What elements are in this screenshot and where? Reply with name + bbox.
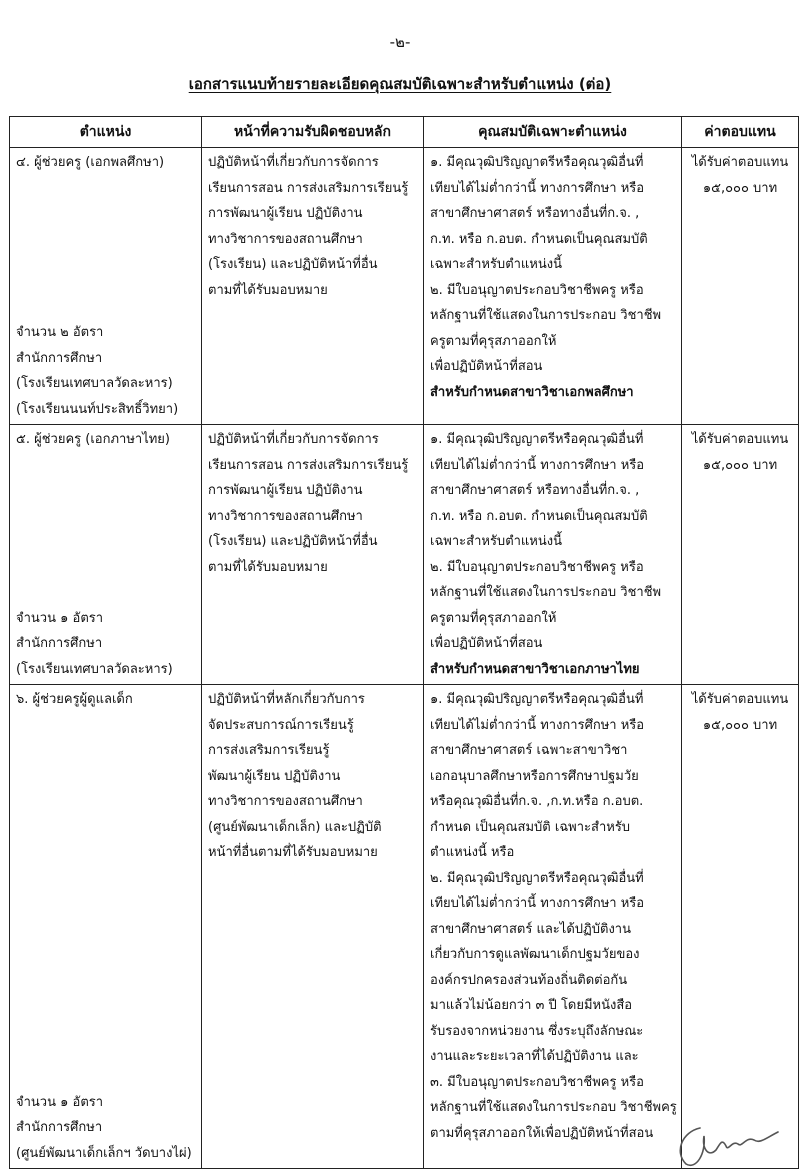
- position-count-line: (โรงเรียนเทศบาลวัดละหาร): [16, 661, 173, 677]
- qualification-line: เทียบได้ไม่ต่ำกว่านี้ ทางการศึกษา หรือ: [430, 180, 645, 196]
- header-qualifications: คุณสมบัติเฉพาะตำแหน่ง: [424, 117, 682, 148]
- qualification-line: สาขาศึกษาศาสตร์ หรือทางอื่นที่ก.จ. ,: [430, 483, 640, 498]
- qualification-line: เฉพาะสำหรับตำแหน่งนี้: [430, 257, 562, 272]
- compensation-line: ได้รับค่าตอบแทน: [691, 155, 789, 170]
- duty-line: ปฏิบัติหน้าที่เกี่ยวกับการจัดการ: [208, 432, 379, 447]
- qualification-line: เทียบได้ไม่ต่ำกว่านี้ ทางการศึกษา หรือ: [430, 717, 645, 733]
- qualification-line: หลักฐานที่ใช้แสดงในการประกอบ วิชาชีพ: [430, 308, 662, 323]
- table-row: [10, 685, 799, 1169]
- duty-line: ตามที่ได้รับมอบหมาย: [208, 559, 328, 575]
- qualification-line: กำหนด เป็นคุณสมบัติ เฉพาะสำหรับ: [430, 819, 631, 835]
- position-title: ๖. ผู้ช่วยครูผู้ดูแลเด็ก: [16, 692, 133, 707]
- qualification-line: ๑. มีคุณวุฒิปริญญาตรีหรือคุณวุฒิอื่นที่: [430, 155, 644, 170]
- qualification-line: สาขาศึกษาศาสตร์ หรือทางอื่นที่ก.จ. ,: [430, 206, 640, 221]
- position-count-line: สำนักการศึกษา: [16, 1120, 103, 1135]
- header-duties: หน้าที่ความรับผิดชอบหลัก: [202, 117, 424, 148]
- qualification-line: ก.ท. หรือ ก.อบต. กำหนดเป็นคุณสมบัติ: [430, 231, 648, 247]
- position-count-line: สำนักการศึกษา: [16, 636, 103, 651]
- qualification-line: ตำแหน่งนี้ หรือ: [430, 845, 515, 860]
- duty-line: (ศูนย์พัฒนาเด็กเล็ก) และปฏิบัติ: [208, 819, 382, 835]
- position-count-line: จำนวน ๑ อัตรา: [16, 1094, 104, 1110]
- duties-cell: [202, 685, 424, 1169]
- qualification-line: เพื่อปฏิบัติหน้าที่สอน: [430, 359, 543, 374]
- position-count-line: (โรงเรียนนนท์ประสิทธิ์วิทยา): [16, 401, 179, 417]
- qualification-line: เพื่อปฏิบัติหน้าที่สอน: [430, 636, 543, 651]
- signature-icon: [662, 1118, 782, 1170]
- qualification-line: ๓. มีใบอนุญาตประกอบวิชาชีพครู หรือ: [430, 1074, 644, 1090]
- position-title: ๕. ผู้ช่วยครู (เอกภาษาไทย): [16, 432, 171, 447]
- compensation-line: ๑๕,๐๐๐ บาท: [702, 717, 778, 733]
- duties-cell: [202, 425, 424, 685]
- position-count-line: จำนวน ๒ อัตรา: [16, 325, 104, 340]
- duty-line: หน้าที่อื่นตามที่ได้รับมอบหมาย: [208, 845, 378, 860]
- subject-major-line: สำหรับกำหนดสาขาวิชาเอกพลศึกษา: [430, 384, 634, 400]
- position-count: [16, 320, 178, 422]
- duty-line: ปฏิบัติหน้าที่เกี่ยวกับการจัดการ: [208, 155, 379, 170]
- duty-line: ทางวิชาการของสถานศึกษา: [208, 231, 363, 247]
- compensation-cell: [682, 148, 799, 425]
- duty-line: พัฒนาผู้เรียน ปฏิบัติงาน: [208, 768, 341, 784]
- duty-line: เรียนการสอน การส่งเสริมการเรียนรู้: [208, 457, 409, 473]
- compensation-line: ได้รับค่าตอบแทน: [691, 432, 789, 447]
- position-cell: [10, 425, 202, 685]
- qualifications-cell: [424, 425, 682, 685]
- header-compensation: ค่าตอบแทน: [682, 117, 799, 148]
- qualification-line: สาขาศึกษาศาสตร์ และได้ปฏิบัติงาน: [430, 921, 631, 937]
- compensation-cell: [682, 685, 799, 1169]
- position-count-line: (โรงเรียนเทศบาลวัดละหาร): [16, 376, 173, 391]
- qualification-line: องค์กรปกครองส่วนท้องถิ่นติดต่อกัน: [430, 972, 628, 988]
- position-cell: [10, 685, 202, 1169]
- duty-line: (โรงเรียน) และปฏิบัติหน้าที่อื่น: [208, 257, 378, 272]
- qualification-line: ๑. มีคุณวุฒิปริญญาตรีหรือคุณวุฒิอื่นที่: [430, 432, 644, 447]
- duty-line: เรียนการสอน การส่งเสริมการเรียนรู้: [208, 180, 409, 196]
- qualification-line: ๒. มีคุณวุฒิปริญญาตรีหรือคุณวุฒิอื่นที่: [430, 870, 644, 886]
- qualification-line: หลักฐานที่ใช้แสดงในการประกอบ วิชาชีพครู: [430, 1100, 677, 1115]
- duty-line: การส่งเสริมการเรียนรู้: [208, 743, 330, 758]
- position-count-line: (ศูนย์พัฒนาเด็กเล็กฯ วัดบางไผ่): [16, 1145, 192, 1161]
- qualification-line: ๒. มีใบอนุญาตประกอบวิชาชีพครู หรือ: [430, 282, 644, 298]
- duty-line: การพัฒนาผู้เรียน ปฏิบัติงาน: [208, 483, 363, 498]
- header-position: ตำแหน่ง: [10, 117, 202, 148]
- qualification-line: หรือคุณวุฒิอื่นที่ก.จ. ,ก.ท.หรือ ก.อบต.: [430, 794, 644, 809]
- compensation-cell: [682, 425, 799, 685]
- qualification-line: ๑. มีคุณวุฒิปริญญาตรีหรือคุณวุฒิอื่นที่: [430, 692, 644, 707]
- qualification-line: เกี่ยวกับการดูแลพัฒนาเด็กปฐมวัยของ: [430, 947, 640, 962]
- qualification-line: รับรองจากหน่วยงาน ซึ่งระบุถึงลักษณะ: [430, 1023, 644, 1039]
- position-count: [16, 1090, 192, 1167]
- document-title: เอกสารแนบท้ายรายละเอียดคุณสมบัติเฉพาะสำหรับตำแหน่ง (ต่อ): [188, 75, 612, 93]
- compensation-line: ๑๕,๐๐๐ บาท: [702, 180, 778, 196]
- table-row: [10, 148, 799, 425]
- duty-line: จัดประสบการณ์การเรียนรู้: [208, 717, 354, 733]
- duty-line: (โรงเรียน) และปฏิบัติหน้าที่อื่น: [208, 534, 378, 549]
- position-title: ๔. ผู้ช่วยครู (เอกพลศึกษา): [16, 155, 165, 170]
- position-count-line: จำนวน ๑ อัตรา: [16, 610, 104, 626]
- qualification-line: งานและระยะเวลาที่ได้ปฏิบัติงาน และ: [430, 1049, 639, 1064]
- table-header-row: [10, 117, 799, 148]
- qualification-line: เอกอนุบาลศึกษาหรือการศึกษาปฐมวัย: [430, 768, 639, 784]
- qualification-line: หลักฐานที่ใช้แสดงในการประกอบ วิชาชีพ: [430, 585, 662, 600]
- qualification-line: มาแล้วไม่น้อยกว่า ๓ ปี โดยมีหนังสือ: [430, 998, 633, 1013]
- duties-cell: [202, 148, 424, 425]
- duty-line: การพัฒนาผู้เรียน ปฏิบัติงาน: [208, 206, 363, 221]
- qualification-line: ตามที่คุรุสภาออกให้เพื่อปฏิบัติหน้าที่สอน: [430, 1125, 654, 1141]
- qualifications-cell: [424, 685, 682, 1169]
- position-count: [16, 606, 173, 683]
- qualification-line: เทียบได้ไม่ต่ำกว่านี้ ทางการศึกษา หรือ: [430, 896, 645, 911]
- table-row: [10, 425, 799, 685]
- position-count-line: สำนักการศึกษา: [16, 350, 103, 366]
- position-cell: [10, 148, 202, 425]
- qualification-line: สาขาศึกษาศาสตร์ เฉพาะสาขาวิชา: [430, 743, 628, 758]
- qualification-line: ก.ท. หรือ ก.อบต. กำหนดเป็นคุณสมบัติ: [430, 508, 648, 524]
- duty-line: ทางวิชาการของสถานศึกษา: [208, 508, 363, 524]
- qualification-line: ๒. มีใบอนุญาตประกอบวิชาชีพครู หรือ: [430, 559, 644, 575]
- compensation-line: ๑๕,๐๐๐ บาท: [702, 457, 778, 473]
- page-number: -๒-: [389, 33, 411, 51]
- subject-major-line: สำหรับกำหนดสาขาวิชาเอกภาษาไทย: [430, 661, 640, 677]
- qualification-line: ครูตามที่คุรุสภาออกให้: [430, 610, 557, 626]
- qualification-line: เทียบได้ไม่ต่ำกว่านี้ ทางการศึกษา หรือ: [430, 457, 645, 473]
- duty-line: ตามที่ได้รับมอบหมาย: [208, 282, 328, 298]
- qualification-line: เฉพาะสำหรับตำแหน่งนี้: [430, 534, 562, 549]
- qualification-line: ครูตามที่คุรุสภาออกให้: [430, 333, 557, 349]
- compensation-line: ได้รับค่าตอบแทน: [691, 692, 789, 707]
- qualifications-cell: [424, 148, 682, 425]
- qualification-table: [9, 116, 799, 1169]
- duty-line: ทางวิชาการของสถานศึกษา: [208, 794, 363, 809]
- duty-line: ปฏิบัติหน้าที่หลักเกี่ยวกับการ: [208, 692, 365, 707]
